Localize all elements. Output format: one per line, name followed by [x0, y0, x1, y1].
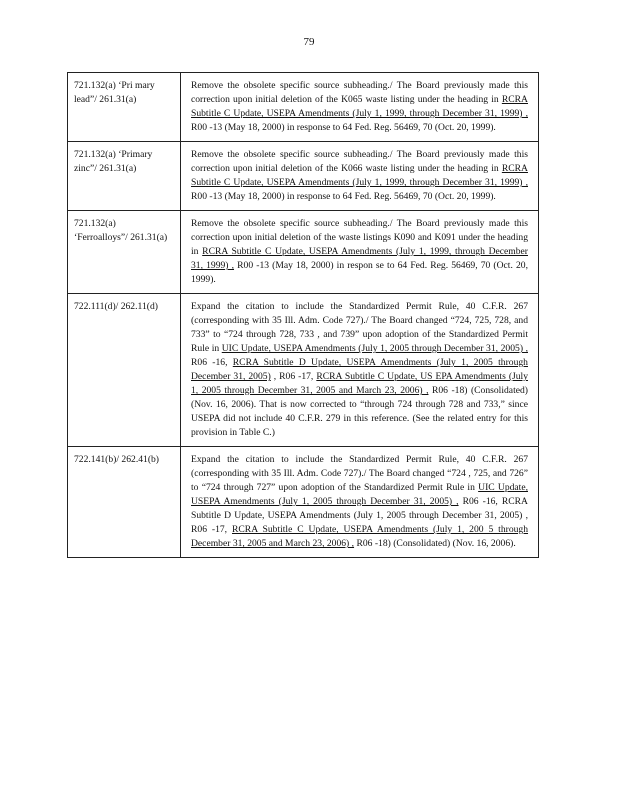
- rulemaking-title: RCRA Subtitle D Update, USEPA Amendments (July 1, 2005 through December 31, 2005): [191, 357, 528, 382]
- citation-text: 722.141(b)/ 262.41(b): [74, 454, 159, 465]
- citation-text: 721.132(a) ‘Ferroalloys”/ 261.31(a): [74, 218, 168, 243]
- description-cell: [181, 73, 539, 142]
- description-segment: Remove the obsolete specific source subheading./ The Board previously made this correction upon initial deletion of the waste listings K090 and K091 under the heading in: [191, 218, 528, 257]
- description-text: [181, 73, 538, 141]
- description-segment: R00 -13 (May 18, 2000) in response to 64 Fed. Reg. 56469, 70 (Oct. 20, 1999).: [191, 191, 496, 202]
- citation-cell: [68, 142, 181, 211]
- citation-cell: [68, 73, 181, 142]
- description-segment: Expand the citation to include the Standardized Permit Rule, 40 C.F.R. 267 (corresponding with 35 Ill. Adm. Code 727)./ The Board changed “724, 725, 728, and 733” to “724 through 728, 733 , and 739” upon adoption of the Standardized Permit Rule in: [191, 301, 528, 354]
- rulemaking-title: RCRA Subtitle C Update, US EPA Amendments (July 1, 2005 through December 31, 2005 and March 23, 2006) ,: [191, 371, 529, 396]
- description-segment: R06 -18) (Consolidated) (Nov. 16, 2006). That is now corrected to “through 724 through 728 and 733,” since USEPA did not include 40 C.F.R. 279 in this reference. (See the related entry for this provision in Table C.): [191, 385, 528, 438]
- table-row: [68, 447, 539, 558]
- citation-text: 721.132(a) ‘Pri mary lead”/ 261.31(a): [74, 80, 155, 105]
- citation-text: 722.111(d)/ 262.11(d): [74, 301, 158, 312]
- description-segment: Remove the obsolete specific source subheading./ The Board previously made this correction upon initial deletion of the K066 waste listing under the heading in: [191, 149, 528, 174]
- table-row: [68, 294, 539, 447]
- description-cell: [181, 142, 539, 211]
- description-text: [181, 294, 538, 446]
- description-segment: R06 -18) (Consolidated) (Nov. 16, 2006).: [354, 538, 516, 549]
- corrections-table: [67, 72, 539, 558]
- citation-cell: [68, 294, 181, 447]
- description-segment: Expand the citation to include the Standardized Permit Rule, 40 C.F.R. 267 (corresponding with 35 Ill. Adm. Code 727)./ The Board changed “724 , 725, and 726” to “724 through 727” upon adoption of the Standardized Permit Rule in: [191, 454, 528, 493]
- description-segment: R00 -13 (May 18, 2000) in respon se to 64 Fed. Reg. 56469, 70 (Oct. 20, 1999).: [191, 260, 528, 285]
- citation-cell: [68, 447, 181, 558]
- rulemaking-title: UIC Update, USEPA Amendments (July 1, 2005 through December 31, 2005) ,: [221, 343, 528, 354]
- description-segment: R06 -16, RCRA Subtitle D Update, USEPA Amendments (July 1, 2005 through December 31, 2005) , R06 -17,: [191, 496, 528, 535]
- description-text: [181, 211, 538, 293]
- table-row: [68, 142, 539, 211]
- description-cell: [181, 294, 539, 447]
- description-segment: R00 -13 (May 18, 2000) in response to 64 Fed. Reg. 56469, 70 (Oct. 20, 1999).: [191, 122, 496, 133]
- table-row: [68, 73, 539, 142]
- rulemaking-title: UIC Update, USEPA Amendments (July 1, 2005 through December 31, 2005) ,: [191, 482, 528, 507]
- rulemaking-title: RCRA Subtitle C Update, USEPA Amendments (July 1, 1999, through December 31, 1999) ,: [191, 246, 528, 271]
- description-text: [181, 447, 538, 557]
- description-segment: R06 -16,: [191, 357, 233, 368]
- description-text: [181, 142, 538, 210]
- citation-cell: [68, 211, 181, 294]
- page-number: 79: [303, 36, 315, 48]
- rulemaking-title: RCRA Subtitle C Update, USEPA Amendments (July 1, 1999, through December 31, 1999) ,: [191, 163, 528, 188]
- citation-text: 721.132(a) ‘Primary zinc”/ 261.31(a): [74, 149, 153, 174]
- description-segment: , R06 -17,: [270, 371, 317, 382]
- description-cell: [181, 447, 539, 558]
- rulemaking-title: RCRA Subtitle C Update, USEPA Amendments (July 1, 1999, through December 31, 1999) ,: [191, 94, 528, 119]
- description-segment: Remove the obsolete specific source subheading./ The Board previously made this correction upon initial deletion of the K065 waste listing under the heading in: [191, 80, 528, 105]
- rulemaking-title: RCRA Subtitle C Update, USEPA Amendments (July 1, 200 5 through December 31, 2005 and March 23, 2006) ,: [191, 524, 529, 549]
- table-row: [68, 211, 539, 294]
- description-cell: [181, 211, 539, 294]
